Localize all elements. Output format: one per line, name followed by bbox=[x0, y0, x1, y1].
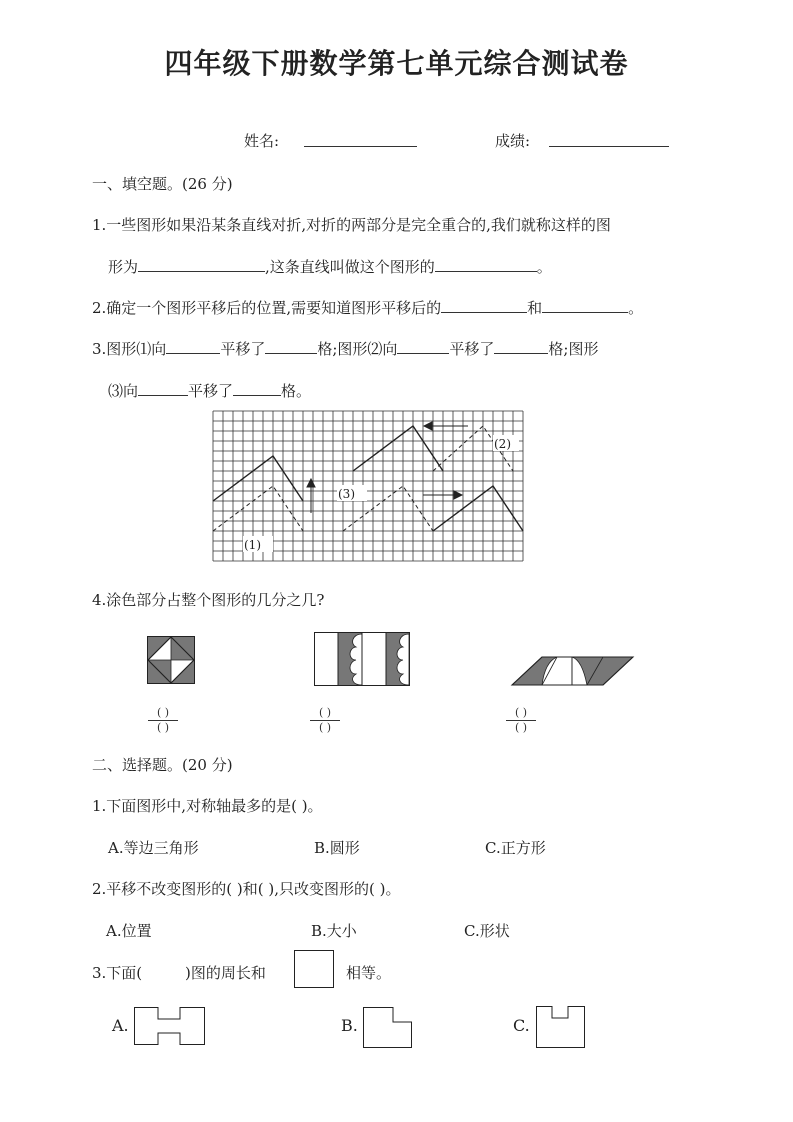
fraction-2-denominator: ( ) bbox=[318, 721, 332, 734]
shape-3 bbox=[433, 486, 523, 531]
reference-square bbox=[294, 950, 334, 988]
translation-grid-figure bbox=[213, 411, 523, 562]
s2q3-option-b-label[interactable]: B. bbox=[341, 1016, 358, 1035]
q3-text-8: 格。 bbox=[281, 382, 312, 400]
q3-line2 bbox=[108, 380, 311, 401]
q2-blank-2[interactable] bbox=[542, 297, 628, 313]
q4-text: 4.涂色部分占整个图形的几分之几? bbox=[92, 591, 325, 609]
score-label: 成绩: bbox=[495, 132, 531, 150]
label-3: (3) bbox=[338, 487, 355, 501]
s2q2-option-c[interactable]: C.形状 bbox=[464, 922, 510, 940]
shape-2 bbox=[353, 426, 443, 471]
section1-heading: 一、填空题。(26 分) bbox=[92, 175, 233, 193]
q3-text-7: 平移了 bbox=[188, 382, 234, 400]
q1-blank-1[interactable] bbox=[138, 256, 265, 272]
q2-line bbox=[92, 297, 643, 318]
s2q3-option-c-label[interactable]: C. bbox=[513, 1016, 530, 1035]
label-1: (1) bbox=[244, 538, 261, 552]
s2q1-option-a[interactable]: A.等边三角形 bbox=[108, 839, 199, 857]
q3-text-2: 平移了 bbox=[220, 340, 266, 358]
q2-text-a: 2.确定一个图形平移后的位置,需要知道图形平移后的 bbox=[92, 299, 442, 317]
q3-text-6: ⑶向 bbox=[108, 382, 139, 400]
s2q3-option-b-shape[interactable] bbox=[363, 1007, 412, 1048]
answer-fraction-1[interactable] bbox=[148, 706, 178, 734]
q3-text-3: 格;图形⑵向 bbox=[317, 340, 398, 358]
section2-heading: 二、选择题。(20 分) bbox=[92, 756, 233, 774]
s2q3-option-a-shape[interactable] bbox=[134, 1007, 205, 1045]
fraction-figure-parallelogram bbox=[512, 656, 634, 686]
score-blank[interactable] bbox=[549, 131, 669, 147]
s2q1-option-b[interactable]: B.圆形 bbox=[314, 839, 360, 857]
s2q1-option-c[interactable]: C.正方形 bbox=[485, 839, 546, 857]
arrow-right bbox=[423, 491, 462, 499]
q2-text-b: 和 bbox=[527, 299, 543, 317]
answer-fraction-3[interactable] bbox=[506, 706, 536, 734]
fraction-3-numerator: ( ) bbox=[506, 706, 536, 721]
q1-line2 bbox=[108, 256, 552, 277]
q1-text-b: ,这条直线叫做这个图形的 bbox=[265, 258, 435, 276]
q3-text-5: 格;图形 bbox=[548, 340, 599, 358]
s2q3-text-a: 3.下面( bbox=[92, 964, 143, 982]
page-title: 四年级下册数学第七单元综合测试卷 bbox=[164, 47, 629, 80]
q2-text-c: 。 bbox=[628, 299, 644, 317]
q1-blank-2[interactable] bbox=[435, 256, 537, 272]
q3-blank-3[interactable] bbox=[397, 338, 449, 354]
q3-blank-2[interactable] bbox=[265, 338, 317, 354]
s2q3-option-c-shape[interactable] bbox=[536, 1006, 585, 1048]
q3-line1 bbox=[92, 338, 598, 359]
q3-text-4: 平移了 bbox=[449, 340, 495, 358]
q3-text-1: 3.图形⑴向 bbox=[92, 340, 167, 358]
q3-blank-6[interactable] bbox=[233, 380, 281, 396]
fraction-3-denominator: ( ) bbox=[514, 721, 528, 734]
s2q3-text-b: )图的周长和 bbox=[185, 964, 266, 982]
name-blank[interactable] bbox=[304, 131, 417, 147]
s2q2-text: 2.平移不改变图形的( )和( ),只改变图形的( )。 bbox=[92, 880, 401, 898]
s2q3-option-a-label[interactable]: A. bbox=[112, 1016, 129, 1035]
fraction-2-numerator: ( ) bbox=[310, 706, 340, 721]
label-2: (2) bbox=[494, 437, 511, 451]
fraction-figure-rectangle bbox=[314, 632, 410, 686]
arrow-left bbox=[424, 422, 468, 430]
fraction-1-denominator: ( ) bbox=[156, 721, 170, 734]
s2q2-option-b[interactable]: B.大小 bbox=[311, 922, 357, 940]
fraction-figure-square bbox=[147, 636, 195, 684]
s2q3-text-c: 相等。 bbox=[346, 964, 392, 982]
q1-line1: 1.一些图形如果沿某条直线对折,对折的两部分是完全重合的,我们就称这样的图 bbox=[92, 216, 611, 234]
q2-blank-1[interactable] bbox=[441, 297, 527, 313]
name-label: 姓名: bbox=[244, 132, 280, 150]
q3-blank-4[interactable] bbox=[494, 338, 548, 354]
shape-1 bbox=[213, 456, 303, 501]
fraction-1-numerator: ( ) bbox=[148, 706, 178, 721]
q3-blank-1[interactable] bbox=[166, 338, 220, 354]
q3-blank-5[interactable] bbox=[138, 380, 188, 396]
s2q2-option-a[interactable]: A.位置 bbox=[106, 922, 152, 940]
s2q1-text: 1.下面图形中,对称轴最多的是( )。 bbox=[92, 797, 323, 815]
arrow-up bbox=[307, 479, 315, 513]
answer-fraction-2[interactable] bbox=[310, 706, 340, 734]
shape-1-moved bbox=[213, 486, 303, 531]
q1-text-a: 形为 bbox=[108, 258, 139, 276]
q1-text-c: 。 bbox=[536, 258, 552, 276]
